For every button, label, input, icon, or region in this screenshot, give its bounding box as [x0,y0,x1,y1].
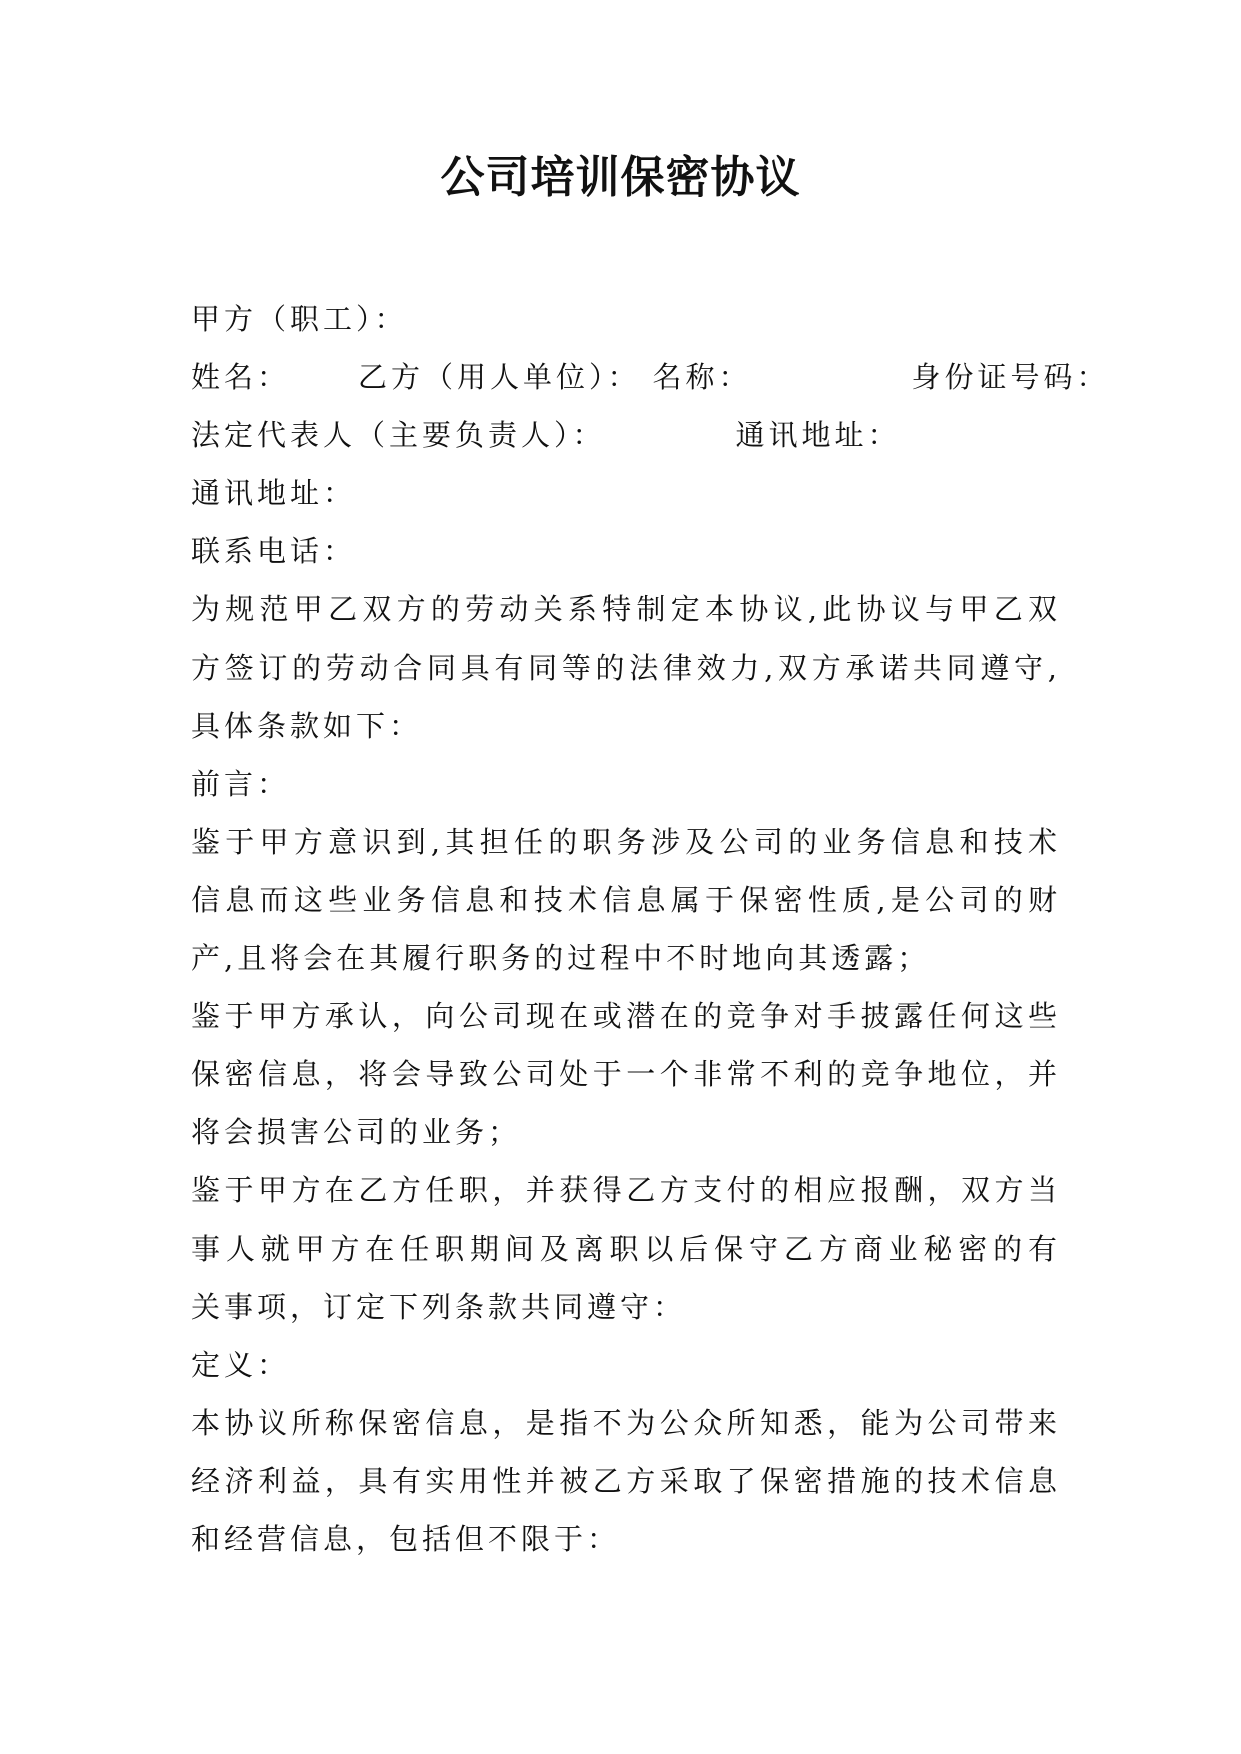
definition-heading: 定义： [191,1347,291,1382]
phone-label: 联系电话： [191,534,357,569]
company-name-label: 名称： [652,360,752,395]
address-label-party-a: 通讯地址： [191,476,357,511]
document-title: 公司培训保密协议 [440,152,801,203]
phone-line [191,522,1061,580]
intro-line: 具体条款如下： [191,708,423,743]
preface-heading: 前言： [191,766,291,801]
id-number-label: 身份证号码： [911,360,1110,395]
definition-line: 经济利益，具有实用性并被乙方采取了保密措施的技术信息 [191,1463,1061,1498]
address-label-party-b: 通讯地址： [735,418,901,453]
legal-rep-line [191,406,1061,464]
whereas-2-line: 鉴于甲方承认，向公司现在或潜在的竞争对手披露任何这些 [191,999,1061,1034]
whereas-3-line: 事人就甲方在任职期间及离职以后保守乙方商业秘密的有 [191,1231,1061,1266]
legal-rep-label: 法定代表人（主要负责人）： [191,418,606,453]
name-label: 姓名： [191,360,291,395]
whereas-1-line: 鉴于甲方意识到,其担任的职务涉及公司的业务信息和技术 [191,824,1061,859]
name-party-b-line [191,348,1110,406]
party-a-label: 甲方（职工）： [191,302,408,336]
party-a-line [191,290,1061,348]
document-body [191,290,1110,1568]
whereas-2-line: 将会损害公司的业务； [191,1115,522,1150]
intro-line: 方签订的劳动合同具有同等的法律效力,双方承诺共同遵守, [191,650,1061,685]
whereas-1-line: 信息而这些业务信息和技术信息属于保密性质,是公司的财 [191,882,1061,917]
intro-line: 为规范甲乙双方的劳动关系特制定本协议,此协议与甲乙双 [191,592,1061,627]
address-line [191,464,1061,522]
definition-line: 和经营信息，包括但不限于： [191,1521,621,1556]
definition-line: 本协议所称保密信息，是指不为公众所知悉，能为公司带来 [191,1405,1061,1440]
party-b-label: 乙方（用人单位）： [358,360,641,395]
whereas-2-line: 保密信息，将会导致公司处于一个非常不利的竞争地位，并 [191,1057,1061,1092]
whereas-3-line: 关事项，订定下列条款共同遵守： [191,1289,687,1324]
whereas-1-line: 产,且将会在其履行职务的过程中不时地向其透露； [191,941,931,976]
whereas-3-line: 鉴于甲方在乙方任职，并获得乙方支付的相应报酬，双方当 [191,1173,1061,1208]
